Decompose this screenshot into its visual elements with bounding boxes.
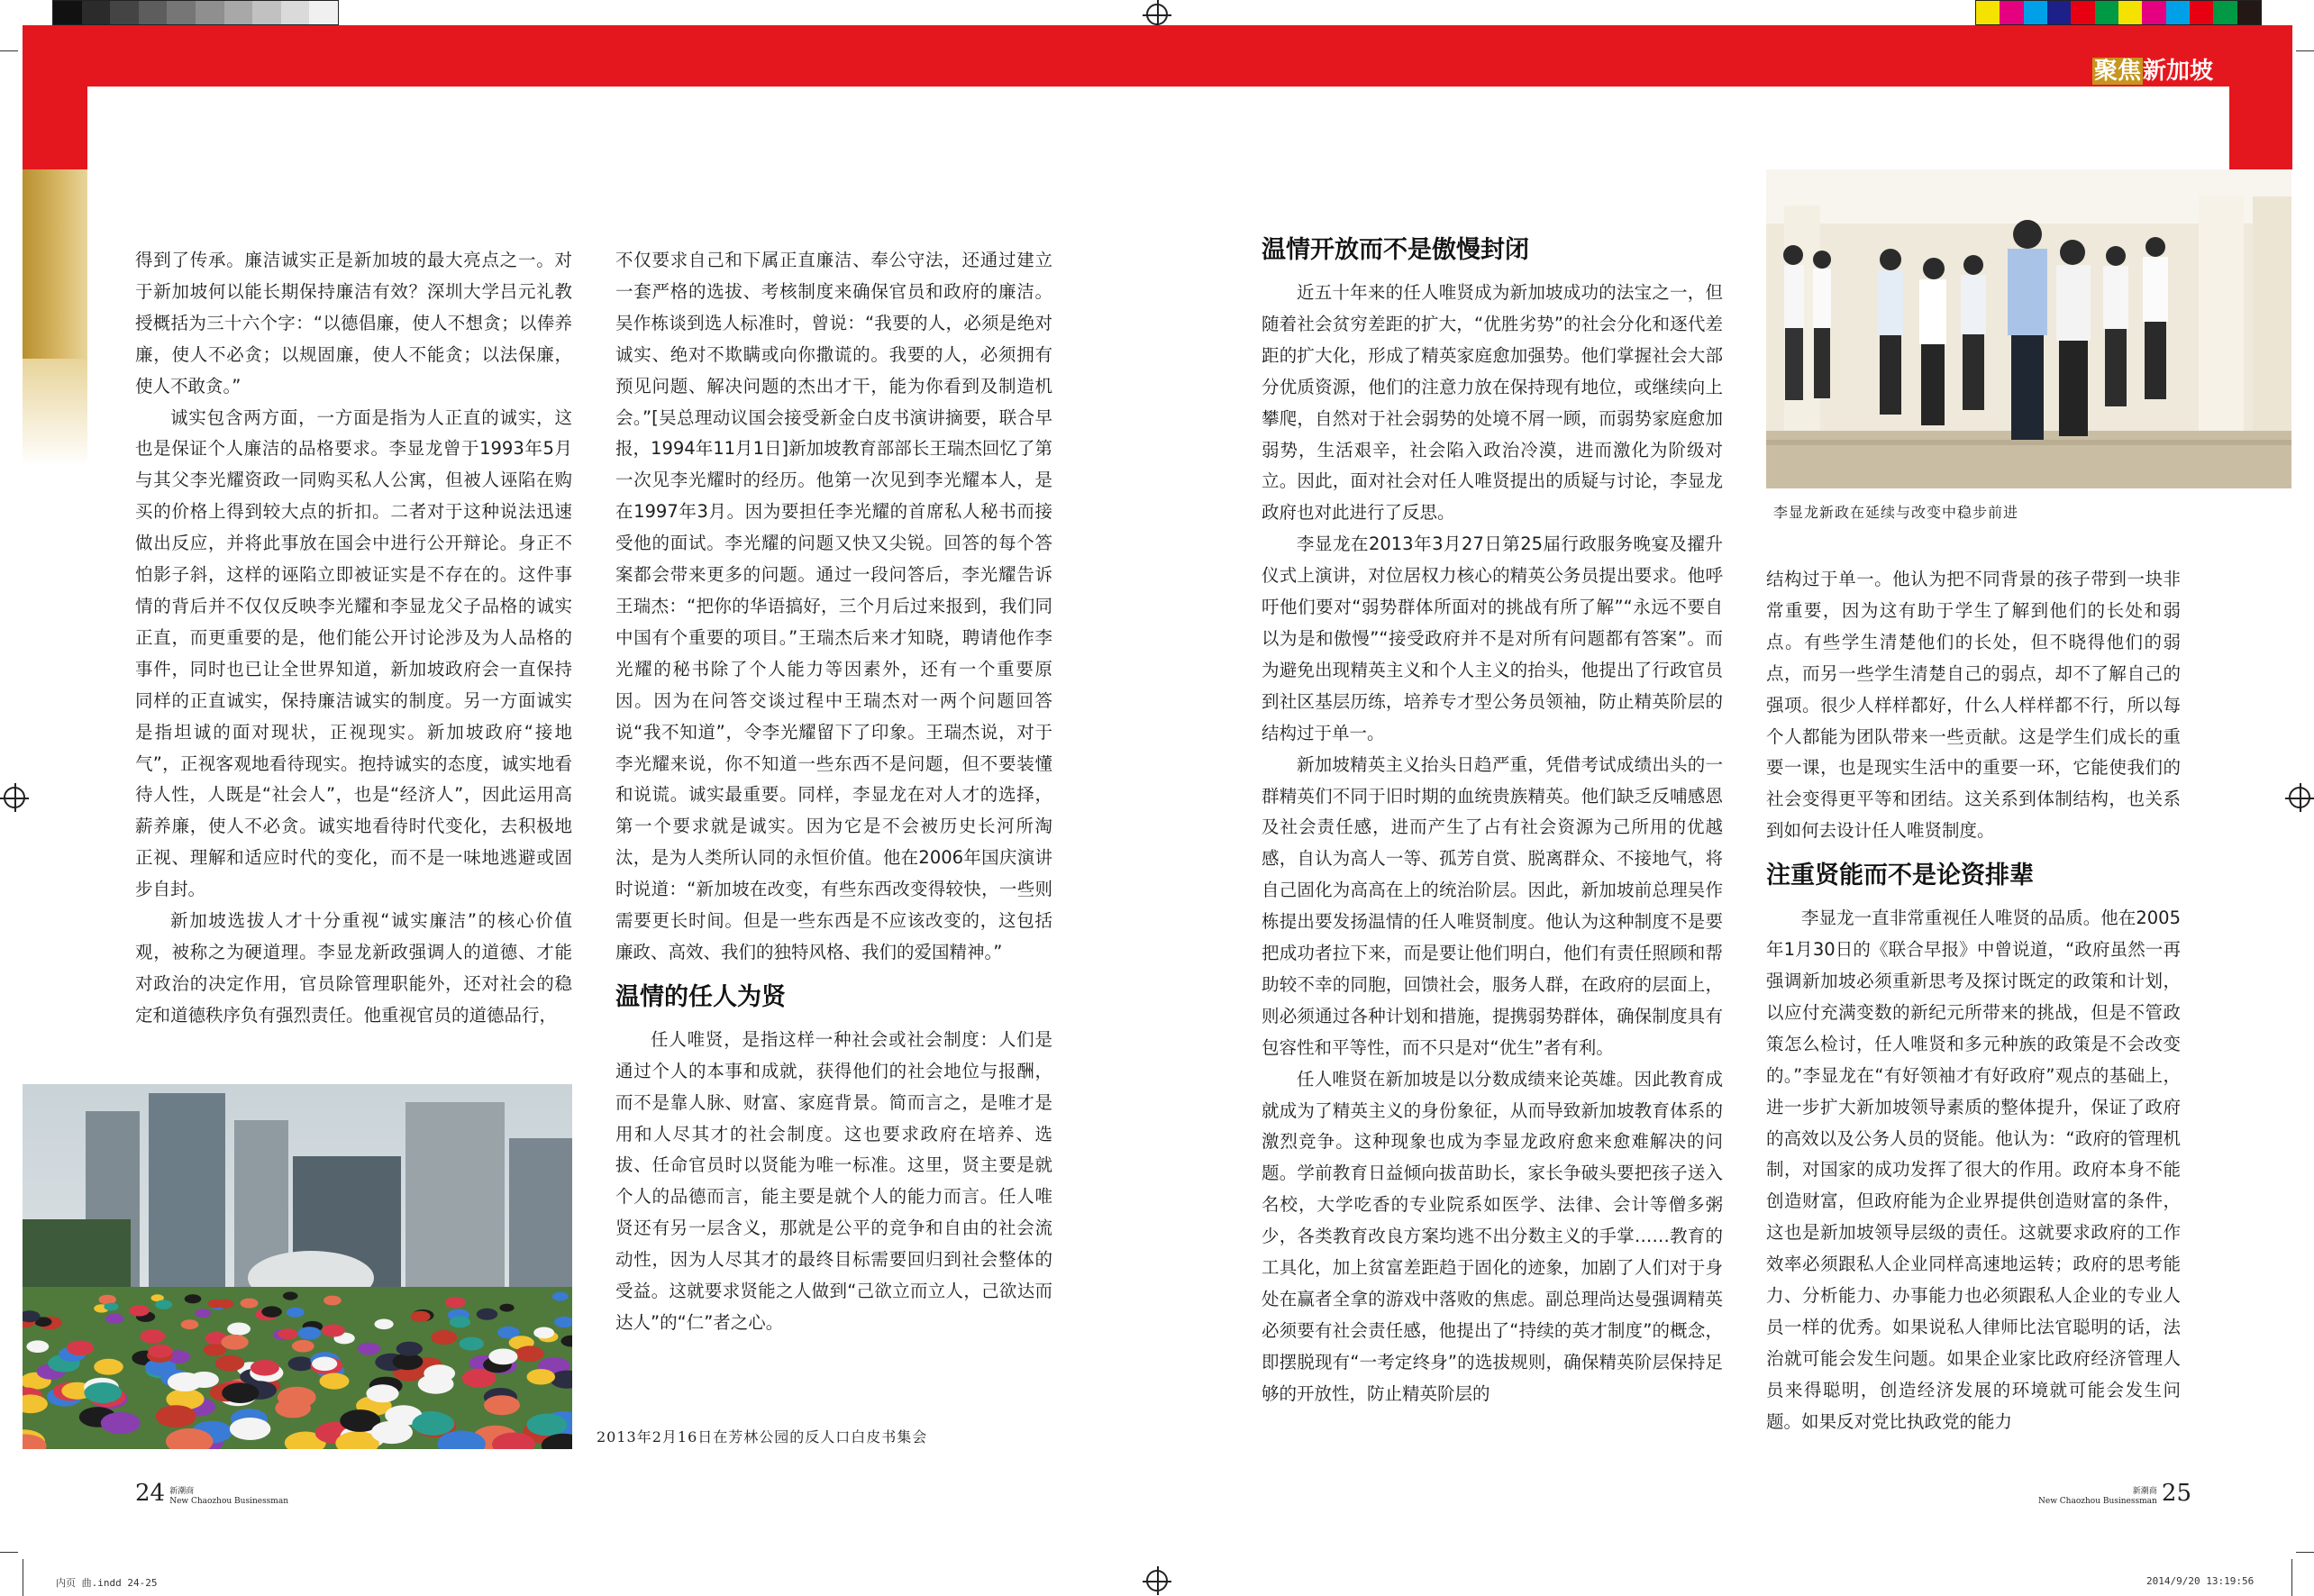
page-folio-right	[2038, 1480, 2191, 1507]
paragraph: 任人唯贤在新加坡是以分数成绩来论英雄。因此教育成就成为了精英主义的身份象征，从而导致新加坡教育体系的激烈竞争。这种现象也成为李显龙政府愈来愈难解决的问题。学前教育日益倾向拔苗助长，家长争破头要把孩子送入名校，大学吃香的专业院系如医学、法律、会计等僧多粥少，各类教育改良方案均逃不出分数主义的手掌……教育的工具化，加上贫富差距趋于固化的迹象，加剧了人们对于身处在赢者全拿的游戏中落败的焦虑。副总理尚达曼强调精英必须要有社会责任感，他提出了“持续的英才制度”的概念，即摆脱现有“一考定终身”的选拔规则，确保精英阶层保持足够的开放性，防止精英阶层的	[1262, 1068, 1723, 1404]
umbrella	[527, 1414, 568, 1436]
color-swatch	[2190, 1, 2213, 24]
page-number: 24	[135, 1480, 166, 1507]
umbrella	[181, 1319, 199, 1329]
gray-swatch	[196, 1, 224, 24]
umbrella	[322, 1325, 345, 1337]
umbrella	[312, 1357, 337, 1372]
gray-swatch	[139, 1, 168, 24]
umbrella	[287, 1308, 305, 1318]
umbrella	[323, 1296, 342, 1306]
rally-photo-illustration	[23, 1084, 572, 1449]
umbrella	[484, 1395, 520, 1415]
gray-swatch	[252, 1, 281, 24]
color-swatch	[2142, 1, 2165, 24]
rally-photo-caption: 2013年2月16日在芳林公园的反人口白皮书集会	[597, 1428, 928, 1446]
umbrella	[185, 1294, 202, 1303]
umbrella	[418, 1374, 454, 1394]
magazine-name-en: New Chaozhou Businessman	[2038, 1497, 2157, 1506]
umbrella	[261, 1306, 282, 1317]
gray-swatch	[309, 1, 338, 24]
color-calibration-bar	[1975, 0, 2262, 25]
umbrella	[156, 1405, 196, 1427]
rally-photo	[23, 1084, 572, 1449]
registration-mark-bottom	[1146, 1570, 1168, 1591]
header-red-band	[23, 25, 2291, 87]
page-folio-left	[135, 1480, 288, 1507]
umbrella	[222, 1382, 259, 1403]
color-swatch	[2000, 1, 2023, 24]
umbrella	[460, 1337, 484, 1351]
gray-swatch	[281, 1, 310, 24]
paragraph: 李显龙在2013年3月27日第25届行政服务晚宴及擢升仪式上演讲，对位居权力核心的精英公务员提出要求。他呼吁他们要对“弱势群体所面对的挑战有所了解”“永远不要自以为是和傲慢”“接受政府并不是对所有问题都有答案”。而为避免出现精英主义和个人主义的抬头，他提出了行政官员到社区基层历练，培养专才型公务员领袖，防止精英阶层的结构过于单一。	[1262, 534, 1723, 743]
paragraph: 李显龙一直非常重视任人唯贤的品质。他在2005年1月30日的《联合早报》中曾说道，“政府虽然一再强调新加坡必须重新思考及探讨既定的政策和计划，以应付充满变数的新纪元所带来的挑战，但是不管政策怎么检讨，任人唯贤和多元种族的政策是不会改变的。”李显龙在“有好领袖才有好政府”观点的基础上，进一步扩大新加坡领导素质的整体提升，保证了政府的高效以及公务人员的贤能。他认为：“政府的管理机制，对国家的成功发挥了很大的作用。政府本身不能创造财富，但政府能为企业界提供创造财富的条件，这也是新加坡领导层级的责任。这就要求政府的工作效率必须跟私人企业同样高速地运转；政府的思考能力、分析能力、办事能力也必须跟私人企业的专业人员一样的优秀。如果说私人律师比法官聪明的话，法治就可能会发生问题。如果企业家比政府经济管理人员来得聪明，创造经济发展的环境就可能会发生问题。如果反对党比执政党的能力	[1766, 907, 2181, 1432]
magazine-name-cn: 新潮商	[2132, 1487, 2157, 1496]
umbrella	[208, 1300, 224, 1309]
umbrella	[527, 1369, 556, 1384]
paragraph: 结构过于单一。他认为把不同背景的孩子带到一块非常重要，因为这有助于学生了解到他们的长处和弱点。有些学生清楚他们的长处，但不晓得他们的弱点，而另一些学生清楚自己的弱点，却不了解自己的强项。很少人样样都好，什么人样样都不行，所以每个人都能为团队带来一些贡献。这是学生们成长的重要一课，也是现实生活中的重要一环，它能使我们的社会变得更平等和团结。这关系到体制结构，也关系到如何去设计任人唯贤制度。	[1766, 569, 2181, 842]
umbrella	[445, 1297, 465, 1308]
right-column-4	[1766, 564, 2181, 1438]
gold-side-tab-fade	[23, 359, 87, 467]
section-heading: 温情开放而不是傲慢封闭	[1262, 236, 1529, 264]
paragraph: 不仅要求自己和下属正直廉洁、奉公守法，还通过建立一套严格的选拔、考核制度来确保官员和政府的廉洁。吴作栋谈到选人标准时，曾说：“我要的人，必须是绝对诚实、绝对不欺瞒或向你撒谎的。我要的人，必须拥有预见问题、解决问题的杰出才干，能为你看到及制造机会。”[吴总理动议国会接受新金白皮书演讲摘要，联合早报，1994年11月1日]新加坡教育部部长王瑞杰回忆了第一次见李光耀时的经历。他第一次见到李光耀本人，是在1997年3月。因为要担任李光耀的首席私人秘书而接受他的面试。李光耀的问题又快又尖锐。回答的每个答案都会带来更多的问题。通过一段问答后，李光耀告诉王瑞杰：“把你的华语搞好，三个月后过来报到，我们同中国有个重要的项目。”王瑞杰后来才知晓，聘请他作李光耀的秘书除了个人能力等因素外，还有一个重要原因。因为在问答交谈过程中王瑞杰对一两个问题回答说“我不知道”，令李光耀留下了印象。王瑞杰说，对于李光耀来说，你不知道一些东西不是问题，但不要装懂和说谎。诚实最重要。同样，李显龙在对人才的选择，第一个要求就是诚实。因为它是不会被历史长河所淘汰，是为人类所认同的永恒价值。他在2006年国庆演讲时说道：“新加坡在改变，有些东西改变得较快，一些则需要更长时间。但是一些东西是不应该改变的，这包括廉政、高效、我们的独特风格、我们的爱国精神。”	[615, 250, 1052, 962]
officials-photo-caption: 李显龙新政在延续与改变中稳步前进	[1773, 504, 2019, 521]
gray-swatch	[167, 1, 196, 24]
paragraph: 新加坡选拔人才十分重视“诚实廉洁”的核心价值观，被称之为硬道理。李显龙新政强调人的道德、才能对政治的决定作用，官员除管理职能外，还对社会的稳定和道德秩序负有强烈责任。他重视官员的道德品行，	[135, 910, 572, 1026]
section-heading: 温情的任人为贤	[615, 982, 786, 1011]
registration-mark-top	[1146, 4, 1168, 25]
umbrella	[227, 1323, 251, 1336]
section-tag	[2092, 56, 2229, 87]
paragraph: 诚实包含两方面，一方面是指为人正直的诚实，这也是保证个人廉洁的品格要求。李显龙曾于1993年5月与其父李光耀资政一同购买私人公寓，但被人诬陷在购买的价格上得到较大点的折扣。二者对于这种说法迅速做出反应，并将此事放在国会中进行公开辩论。身正不怕影子斜，这样的诬陷立即被证实是不存在的。这件事情的背后并不仅仅反映李光耀和李显龙父子品格的诚实正直，而更重要的是，他们能公开讨论涉及为人品格的事件，同时也已让全世界知道，新加坡政府会一直保持同样的正直诚实，保持廉洁诚实的制度。另一方面诚实是指坦诚的面对现状，正视现实。新加坡政府“接地气”，正视客观地看待现实。抱持诚实的态度，诚实地看待人性，人既是“社会人”，也是“经济人”，因此运用高薪养廉，使人不必贪。诚实地看待时代变化，去积极地正视、理解和适应时代的变化，而不是一味地逃避或固步自封。	[135, 406, 572, 900]
umbrella	[298, 1327, 322, 1339]
umbrella	[129, 1305, 150, 1316]
gray-calibration-bar	[52, 0, 339, 25]
magazine-name	[169, 1487, 288, 1507]
slug-datetime: 2014/9/20 13:19:56	[2146, 1575, 2255, 1587]
umbrella	[552, 1292, 569, 1301]
crop-mark	[2296, 1552, 2314, 1553]
color-swatch	[2237, 1, 2261, 24]
umbrella	[275, 1399, 311, 1418]
umbrella	[431, 1330, 457, 1345]
umbrella	[358, 1343, 380, 1355]
umbrella	[230, 1418, 271, 1440]
umbrella	[148, 1345, 172, 1358]
umbrella	[278, 1328, 298, 1339]
header-white-box	[87, 87, 2229, 169]
section-tag-main: 新加坡	[2143, 58, 2214, 85]
umbrella	[168, 1373, 203, 1391]
right-column-3	[1262, 233, 1723, 1410]
umbrella	[515, 1345, 544, 1362]
gray-swatch	[53, 1, 82, 24]
umbrella	[84, 1382, 122, 1403]
gold-side-tab	[23, 169, 87, 359]
magazine-name-cn: 新潮商	[169, 1487, 195, 1496]
umbrella	[499, 1304, 514, 1312]
umbrella	[375, 1319, 394, 1330]
magazine-name-en: New Chaozhou Businessman	[169, 1497, 288, 1506]
gray-swatch	[110, 1, 139, 24]
umbrella	[94, 1359, 123, 1375]
umbrella	[241, 1299, 259, 1309]
umbrella	[477, 1309, 498, 1320]
magazine-name	[2038, 1487, 2157, 1507]
officials-photo-illustration	[1766, 169, 2291, 488]
umbrella	[411, 1311, 431, 1322]
header-red-left	[23, 25, 87, 169]
umbrella	[101, 1412, 141, 1434]
paragraph: 得到了传承。廉洁诚实正是新加坡的最大亮点之一。对于新加坡何以能长期保持廉洁有效？深圳大学吕元礼教授概括为三十六个字：“以德倡廉，使人不想贪；以俸养廉，使人不必贪；以规固廉，使人不能贪；以法保廉，使人不敢贪。”	[135, 250, 572, 397]
color-swatch	[2095, 1, 2118, 24]
slug-filename: 内页 曲.indd 24-25	[56, 1577, 158, 1589]
header-red-right	[2229, 25, 2292, 169]
umbrella	[195, 1309, 211, 1318]
umbrella	[320, 1373, 350, 1390]
umbrella	[366, 1384, 398, 1402]
umbrella	[155, 1300, 172, 1309]
umbrella	[288, 1356, 314, 1371]
left-column-2	[615, 245, 1052, 1339]
umbrella	[215, 1355, 244, 1372]
paragraph: 近五十年来的任人唯贤成为新加坡成功的法宝之一，但随着社会贫穷差距的扩大，“优胜劣势”的社会分化和逐代差距的扩大化，形成了精英家庭愈加强势。他们掌握社会大部分优质资源，他们的注意力放在保持现有地位，或继续向上攀爬，自然对于社会弱势的处境不屑一顾，而弱势家庭愈加弱势，生活艰辛，社会陷入政治冷漠，进而激化为阶级对立。因此，面对社会对任人唯贤提出的质疑与讨论，李显龙政府也对此进行了反思。	[1262, 282, 1723, 524]
officials-photo	[1766, 169, 2291, 488]
color-swatch	[2047, 1, 2071, 24]
gray-swatch	[82, 1, 111, 24]
paragraph: 任人唯贤，是指这样一种社会或社会制度：人们是通过个人的本事和成就，获得他们的社会地位与报酬，而不是靠人脉、财富、家庭背景。简而言之，是唯才是用和人尽其才的社会制度。这也要求政府在培养、选拔、任命官员时以贤能为唯一标准。这里，贤主要是就个人的品德而言，能主要是就个人的能力而言。任人唯贤还有另一层含义，那就是公平的竞争和自由的社会流动性，因为人尽其才的最终目标需要回归到社会整体的受益。这就要求贤能之人做到“己欲立而立人，己欲达而达人”的“仁”者之心。	[615, 1028, 1052, 1333]
paragraph: 新加坡精英主义抬头日趋严重，凭借考试成绩出头的一群精英们不同于旧时期的血统贵族精英。他们缺乏反哺感恩及社会责任感，进而产生了占有社会资源为己所用的优越感，自认为高人一等、孤芳自赏、脱离群众、不接地气，将自己固化为高高在上的统治阶层。因此，新加坡前总理吴作栋提出要发扬温情的任人唯贤制度。他认为这种制度不是要把成功者拉下来，而是要让他们明白，他们有责任照顾和帮助较不幸的同胞，回馈社会，服务人群，在政府的层面上，则必须通过各种计划和措施，提携弱势群体，确保制度具有包容性和平等性，而不只是对“优生”者有利。	[1262, 753, 1723, 1058]
color-swatch	[2024, 1, 2047, 24]
umbrella	[488, 1349, 517, 1365]
crop-mark	[2291, 1559, 2292, 1596]
color-swatch	[2071, 1, 2094, 24]
crop-mark	[0, 50, 18, 51]
gray-swatch	[224, 1, 253, 24]
section-heading: 注重贤能而不是论资排辈	[1766, 862, 2034, 890]
umbrella	[251, 1360, 279, 1376]
color-swatch	[1976, 1, 2000, 24]
umbrella	[283, 1291, 298, 1300]
crop-mark	[0, 1552, 18, 1553]
registration-mark-right	[2289, 787, 2310, 808]
color-swatch	[2166, 1, 2190, 24]
umbrella	[104, 1303, 118, 1311]
umbrella	[292, 1340, 314, 1353]
umbrella	[450, 1317, 470, 1328]
umbrella	[26, 1340, 49, 1353]
umbrella	[412, 1412, 454, 1436]
umbrella	[221, 1335, 248, 1350]
umbrella	[105, 1314, 123, 1324]
left-column-1	[135, 245, 572, 1032]
page-number: 25	[2161, 1480, 2191, 1507]
color-swatch	[2118, 1, 2142, 24]
umbrella	[396, 1342, 423, 1356]
umbrella	[67, 1341, 94, 1356]
umbrella	[140, 1329, 165, 1343]
section-tag-accent: 聚焦	[2094, 58, 2142, 85]
color-swatch	[2213, 1, 2237, 24]
crop-mark	[2296, 50, 2314, 51]
registration-mark-left	[4, 787, 25, 808]
umbrella	[533, 1327, 554, 1339]
